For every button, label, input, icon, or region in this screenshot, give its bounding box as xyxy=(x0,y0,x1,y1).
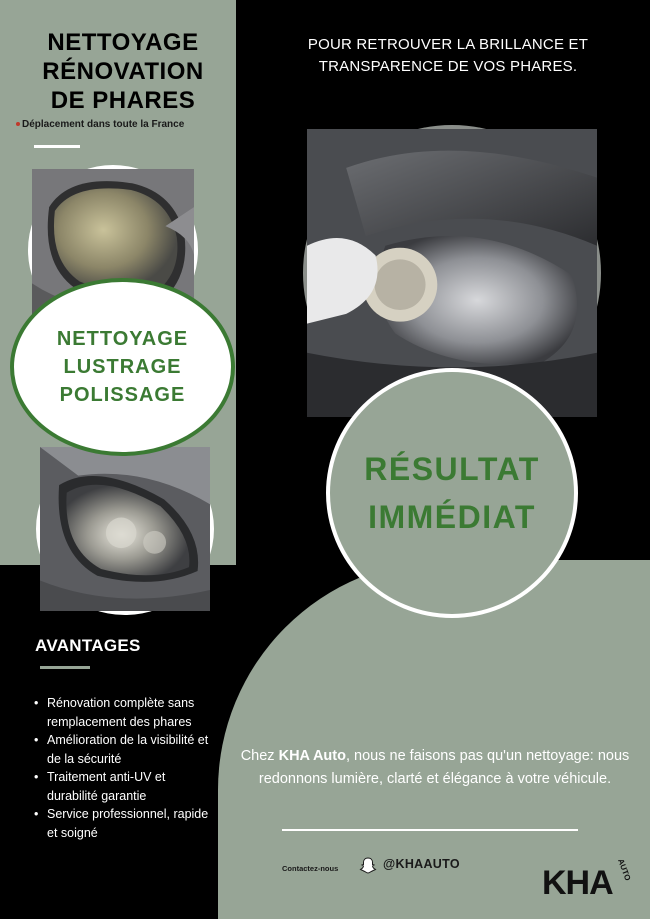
tagline-line: POUR RETROUVER LA BRILLANCE ET xyxy=(307,36,589,53)
pitch-suffix: , nous ne faisons pas qu'un nettoyage: nous redonnons lumière, clarté et élégance à votre véhicule. xyxy=(258,748,630,787)
tagline-line: TRANSPARENCE DE VOS PHARES. xyxy=(318,58,578,75)
result-badge xyxy=(326,368,578,618)
services-badge xyxy=(10,278,235,456)
advantage-item: • Service professionnel, rapide et soigné xyxy=(33,805,218,842)
advantage-item: • Traitement anti-UV et durabilité garantie xyxy=(33,768,218,805)
coverage-text: Déplacement dans toute la France xyxy=(22,119,185,130)
result-line: RÉSULTAT xyxy=(364,451,540,487)
snapchat-icon[interactable] xyxy=(360,857,376,874)
service-item: LUSTRAGE xyxy=(63,356,182,378)
pitch-text xyxy=(226,745,644,791)
kha-auto-logo xyxy=(540,856,633,902)
service-item: POLISSAGE xyxy=(59,384,186,406)
advantages-list xyxy=(33,694,218,842)
advantage-item: • Amélioration de la visibilité et de la sécurité xyxy=(33,731,218,768)
advantages-divider xyxy=(40,666,90,669)
title-divider xyxy=(34,145,80,148)
pitch-prefix: Chez xyxy=(240,748,279,764)
advantages-heading: AVANTAGES xyxy=(35,636,141,655)
page-title xyxy=(14,28,232,115)
result-line: IMMÉDIAT xyxy=(368,499,536,535)
title-line: DE PHARES xyxy=(50,87,196,114)
logo-sub-text: AUTO xyxy=(616,857,633,882)
footer-divider xyxy=(282,829,578,831)
coverage-note xyxy=(16,119,184,130)
title-line: NETTOYAGE xyxy=(47,29,199,56)
title-line: RÉNOVATION xyxy=(42,58,204,85)
contact-label: Contactez-nous xyxy=(282,864,339,873)
brand-name: KHA Auto xyxy=(278,748,346,764)
tagline xyxy=(284,34,612,78)
clear-headlight-image xyxy=(40,447,210,611)
service-item: NETTOYAGE xyxy=(56,328,189,350)
location-pin-icon xyxy=(16,122,20,126)
advantage-item: • Rénovation complète sans remplacement des phares xyxy=(33,694,218,731)
after-headlight-photo xyxy=(36,443,214,615)
logo-main-text: KHA xyxy=(542,864,613,902)
social-handle-link[interactable]: @KHAAUTO xyxy=(383,857,460,871)
